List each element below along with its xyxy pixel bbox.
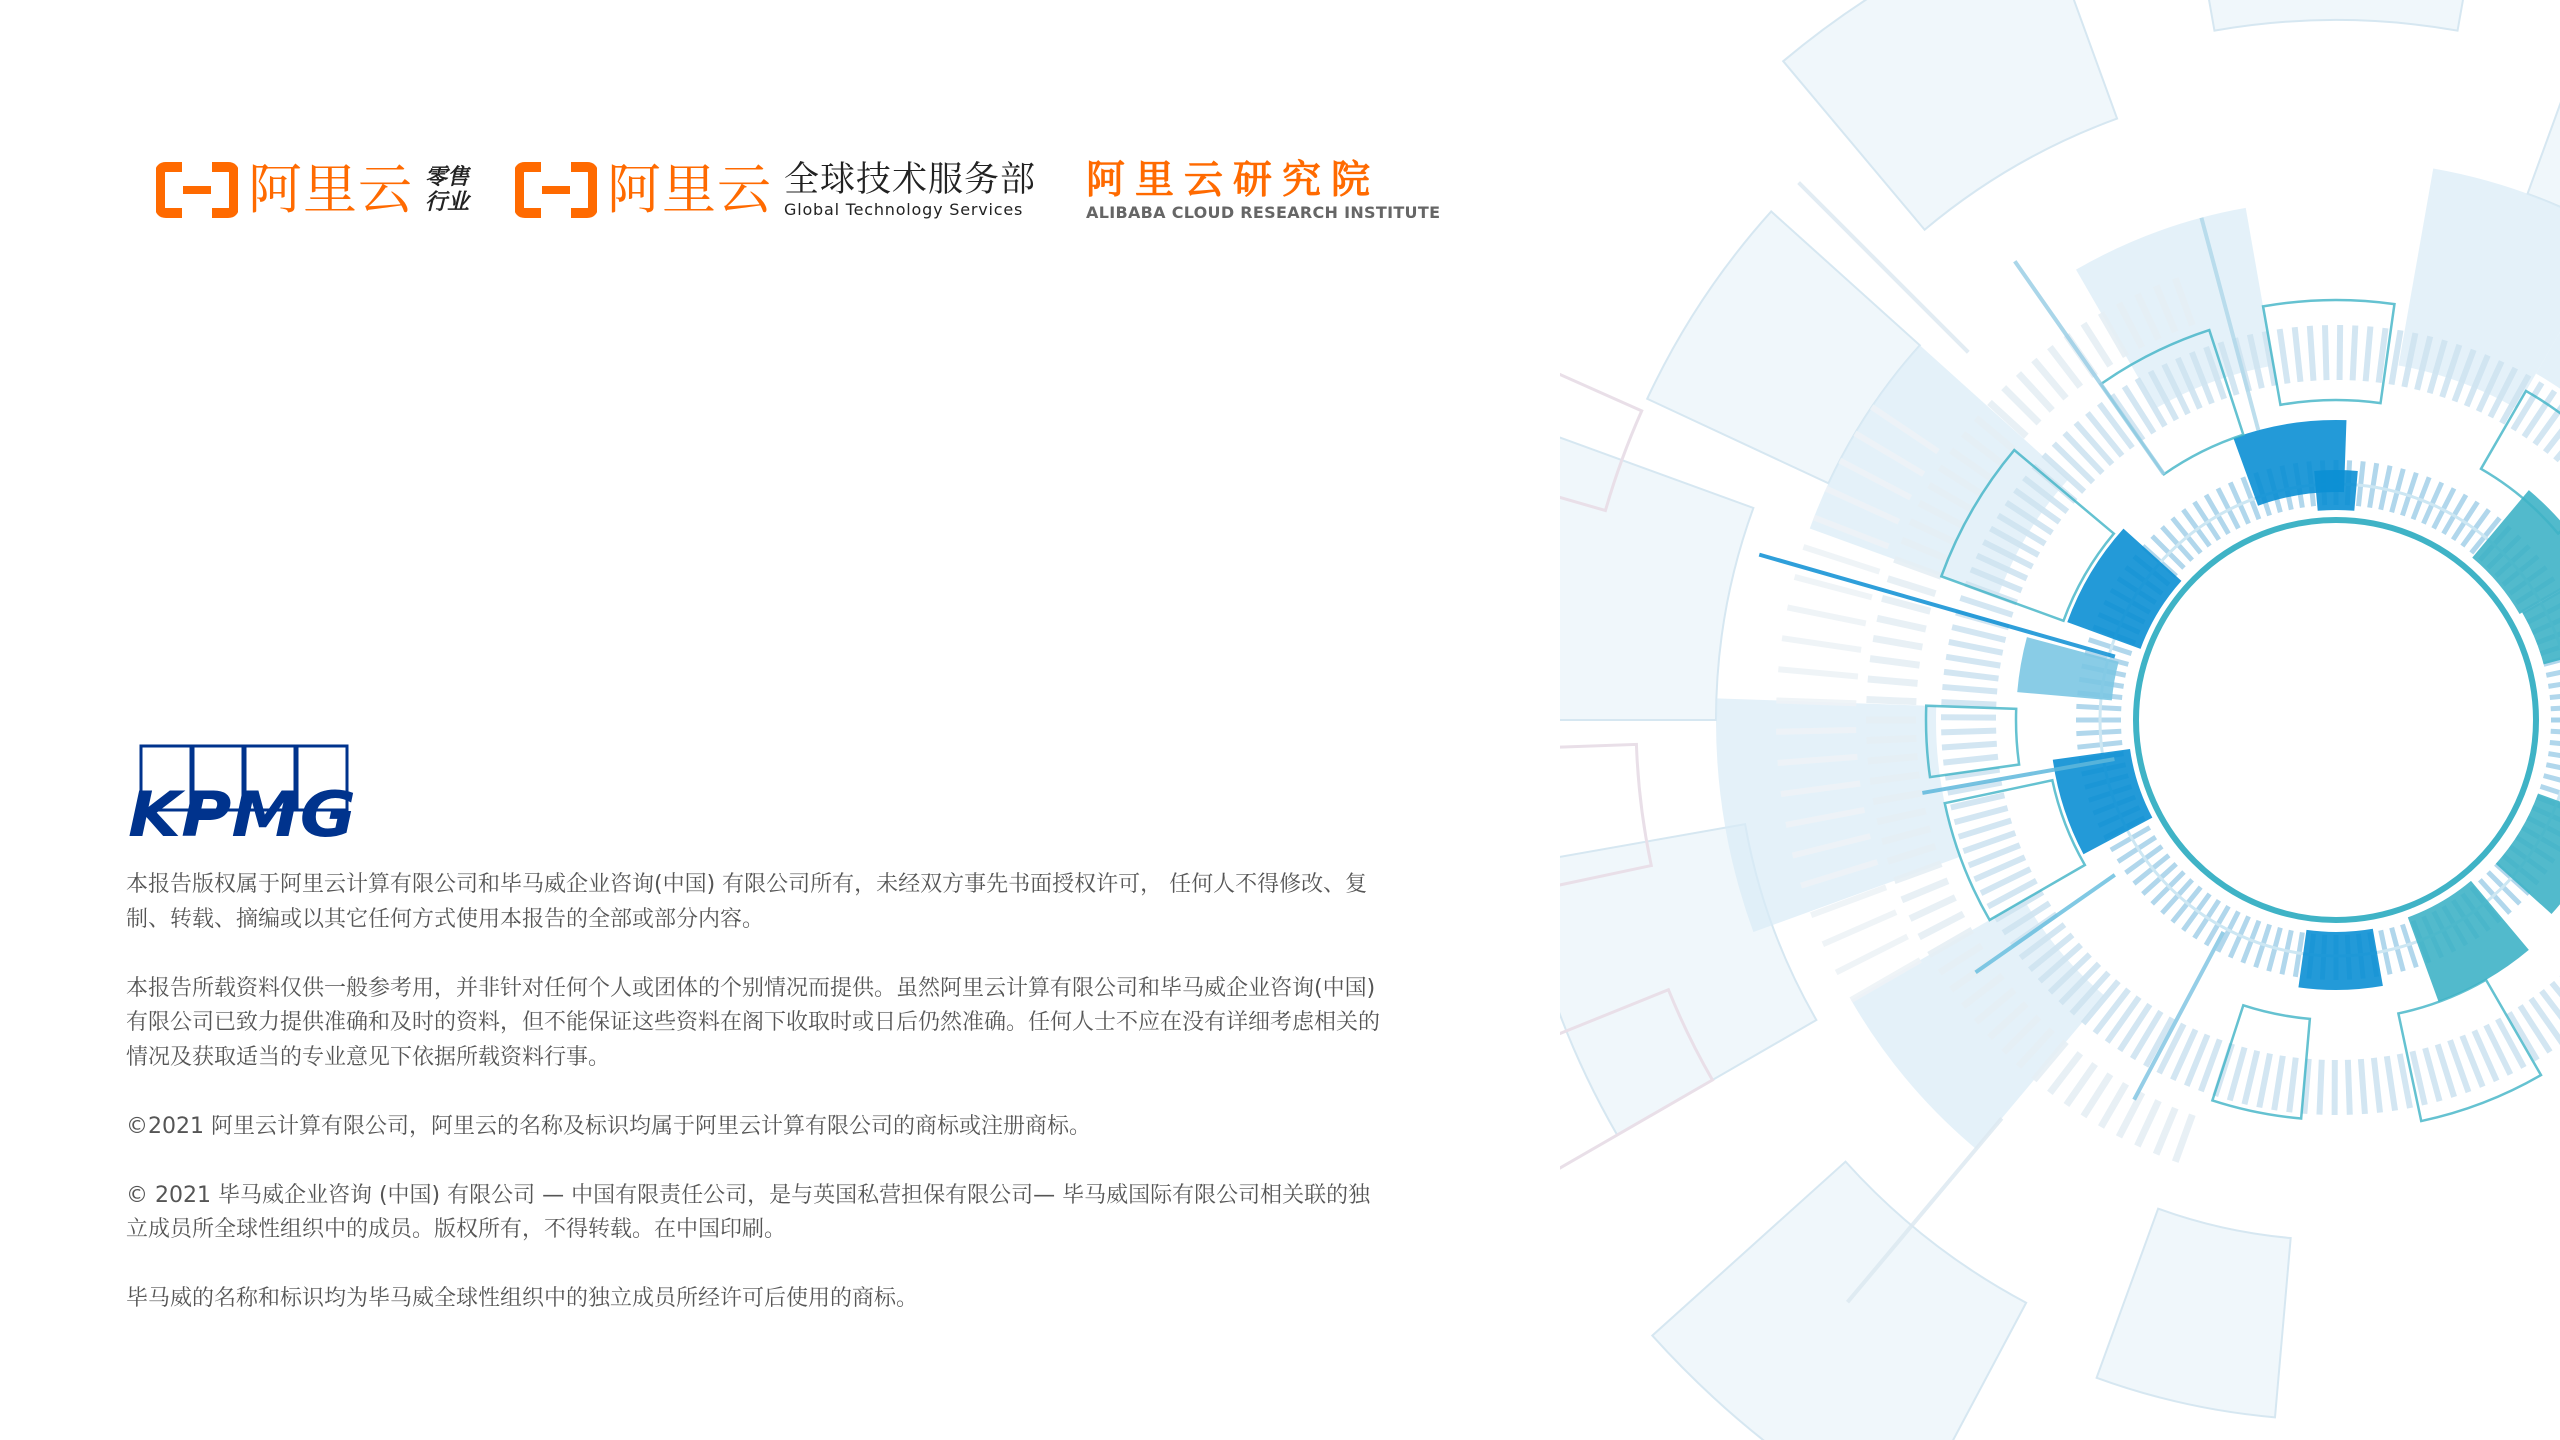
tick-mark bbox=[1776, 730, 1856, 732]
disclaimer-paragraph-kpmg-entity: © 2021 毕马威企业咨询 (中国) 有限公司 — 中国有限责任公司，是与英国私营担保有限公司— 毕马威国际有限公司相关联的独立成员所全球性组织中的成员。版权所有，不得转载。在中国印刷。 bbox=[126, 1182, 1371, 1242]
tick-mark bbox=[2550, 693, 2560, 698]
tick-mark bbox=[1943, 757, 1998, 763]
tick-mark bbox=[2310, 326, 2314, 381]
tick-mark bbox=[1873, 638, 1922, 647]
tick-mark bbox=[2392, 330, 2401, 384]
alibaba-cloud-wordmark: 阿里云 bbox=[248, 158, 413, 221]
tick-mark bbox=[1776, 700, 1856, 703]
retail-industry-label bbox=[425, 165, 469, 215]
tick-mark bbox=[2295, 327, 2301, 382]
tick-mark bbox=[2107, 997, 2139, 1042]
tick-mark bbox=[1946, 657, 2000, 666]
tick-mark bbox=[2387, 1056, 2395, 1110]
tick-mark bbox=[1866, 699, 1916, 701]
tick-mark bbox=[2548, 679, 2560, 686]
tick-mark bbox=[2353, 325, 2356, 380]
alibaba-cloud-gts-logo bbox=[515, 160, 1036, 220]
tick-mark bbox=[1782, 638, 1861, 650]
kpmg-logo bbox=[126, 744, 366, 840]
retail-label-line2: 行业 bbox=[425, 190, 470, 215]
highlight-sector bbox=[2298, 929, 2382, 990]
tick-mark bbox=[2374, 1058, 2380, 1113]
highlight-sector bbox=[2053, 749, 2153, 854]
tick-mark bbox=[2175, 1115, 2192, 1162]
tick-mark bbox=[2550, 742, 2560, 747]
outer-wedge bbox=[1560, 412, 1753, 720]
tick-mark bbox=[2065, 433, 2103, 473]
tick-mark bbox=[2259, 1054, 2270, 1108]
tick-mark bbox=[2099, 404, 2132, 448]
tick-mark bbox=[2361, 1059, 2365, 1114]
alibaba-cloud-mark-icon bbox=[515, 161, 597, 219]
tick-mark bbox=[2425, 1048, 2439, 1101]
research-institute-cn: 阿里云研究院 bbox=[1086, 158, 1381, 203]
outer-wedge bbox=[1783, 0, 2117, 230]
tick-mark bbox=[1795, 577, 1872, 597]
gts-label-cn: 全球技术服务部 bbox=[784, 160, 1037, 200]
tick-mark bbox=[1787, 607, 1865, 623]
tick-mark bbox=[2230, 1047, 2245, 1100]
highlight-sector bbox=[2314, 470, 2358, 511]
tick-mark bbox=[2412, 1051, 2424, 1105]
highlight-sector bbox=[2496, 794, 2560, 915]
tick-mark bbox=[2544, 776, 2560, 788]
tick-mark bbox=[2348, 1060, 2350, 1115]
disclaimer-paragraph-kpmg-trademark: 毕马威的名称和标识均为毕马威全球性组织中的独立成员所经许可后使用的商标。 bbox=[126, 1286, 919, 1311]
partner-logos bbox=[156, 150, 1440, 230]
tick-mark bbox=[2551, 731, 2560, 733]
research-institute-logo bbox=[1086, 158, 1440, 222]
tick-mark bbox=[2101, 1084, 2126, 1127]
tick-mark bbox=[1836, 936, 1907, 972]
kpmg-wordmark: KPMG bbox=[128, 778, 356, 840]
outer-wedge bbox=[2097, 1209, 2291, 1418]
tick-mark bbox=[1944, 672, 1999, 679]
disclaimer-paragraph-copyright: 本报告版权属于阿里云计算有限公司和毕马威企业咨询(中国) 有限公司所有，未经双方事先书面授权许可， 任何人不得修改、复制、转载、摘编或以其它任何方式使用本报告的全部或部分内容。 bbox=[126, 872, 1368, 932]
tick-mark bbox=[1941, 702, 1996, 704]
tick-mark bbox=[2119, 1093, 2142, 1137]
tick-mark bbox=[2156, 1108, 2175, 1154]
outer-wedge bbox=[1652, 1162, 2026, 1440]
tick-mark bbox=[2137, 1101, 2158, 1146]
tick-mark bbox=[1870, 659, 1920, 666]
tick-mark bbox=[1877, 618, 1926, 629]
tick-mark bbox=[1868, 757, 1918, 761]
tick-mark bbox=[1952, 627, 2005, 640]
tick-mark bbox=[2244, 1051, 2257, 1105]
tick-mark bbox=[1902, 881, 1948, 900]
outer-wedge bbox=[2169, 0, 2502, 31]
tick-mark bbox=[2087, 413, 2122, 456]
tick-mark bbox=[2319, 1060, 2321, 1115]
tick-mark bbox=[2152, 872, 2184, 904]
tick-mark bbox=[2289, 1058, 2296, 1113]
tick-mark bbox=[2548, 754, 2560, 761]
tick-mark bbox=[2551, 706, 2560, 708]
copyright-disclaimer bbox=[126, 868, 1388, 1317]
gts-label-en: Global Technology Services bbox=[784, 200, 1024, 219]
tick-mark bbox=[2120, 1004, 2150, 1050]
disclaimer-paragraph-reference: 本报告所载资料仅供一般参考用，并非针对任何个人或团体的个别情况而提供。虽然阿里云计算有限公司和毕马威企业咨询(中国) 有限公司已致力提供准确和及时的资料，但不能保证这些资料在阁下收取时或日后仍然准确。任何人士不应在没有详细考虑相关的情况及获取适当的专业意见下依据所载资料行事。 bbox=[126, 975, 1381, 1070]
decorative-radial-graphic bbox=[1560, 0, 2560, 1440]
tick-mark bbox=[2546, 765, 2560, 774]
inner-ring bbox=[2136, 520, 2536, 920]
tick-mark bbox=[2274, 1056, 2283, 1110]
tick-mark bbox=[2325, 325, 2327, 380]
tick-mark bbox=[2366, 327, 2371, 382]
research-institute-en: ALIBABA CLOUD RESEARCH INSTITUTE bbox=[1086, 203, 1441, 222]
tick-mark bbox=[1868, 679, 1918, 683]
tick-mark bbox=[2280, 329, 2288, 383]
tick-mark bbox=[1919, 914, 1963, 937]
tick-mark bbox=[1823, 912, 1896, 944]
tick-mark bbox=[2546, 666, 2560, 675]
tick-mark bbox=[1942, 687, 1997, 692]
alibaba-cloud-mark-icon bbox=[156, 161, 238, 219]
radial-background-layer bbox=[1560, 0, 2560, 1440]
tick-mark bbox=[1778, 669, 1858, 676]
tick-mark bbox=[1941, 731, 1996, 733]
tick-mark bbox=[1942, 744, 1997, 748]
tick-mark bbox=[1954, 808, 2007, 822]
tick-mark bbox=[1910, 897, 1955, 918]
highlight-sector bbox=[2472, 490, 2560, 614]
retail-label-line1: 零售 bbox=[425, 165, 470, 190]
tick-mark bbox=[2112, 395, 2143, 440]
tick-mark bbox=[1949, 642, 2003, 653]
gts-label bbox=[784, 160, 1036, 220]
alibaba-cloud-retail-logo bbox=[156, 158, 470, 221]
alibaba-cloud-wordmark: 阿里云 bbox=[607, 158, 773, 221]
tick-mark bbox=[1866, 738, 1916, 740]
tick-mark bbox=[2340, 325, 2341, 380]
disclaimer-paragraph-alibaba-trademark: ©2021 阿里云计算有限公司，阿里云的名称及标识均属于阿里云计算有限公司的商标或注册商标。 bbox=[126, 1113, 1091, 1139]
tick-mark bbox=[2076, 423, 2112, 464]
tick-mark bbox=[1803, 547, 1879, 572]
